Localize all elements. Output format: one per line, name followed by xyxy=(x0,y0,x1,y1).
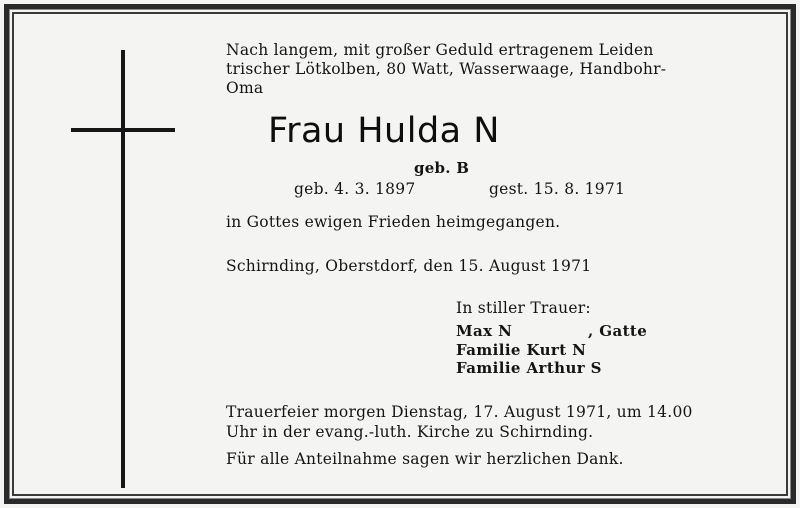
place-and-date: Schirnding, Oberstdorf, den 15. August 1971 xyxy=(226,257,592,275)
funeral-line-1: Trauerfeier morgen Dienstag, 17. August 1971, um 14.00 xyxy=(226,403,693,421)
thanks-line: Für alle Anteilnahme sagen wir herzlichen Dank. xyxy=(226,450,624,468)
intro-line-3: Oma xyxy=(226,79,264,97)
funeral-line-2: Uhr in der evang.-luth. Kirche zu Schirnding. xyxy=(226,423,594,441)
birth-date: geb. 4. 3. 1897 xyxy=(294,180,416,198)
passed-away-line: in Gottes ewigen Frieden heimgegangen. xyxy=(226,213,561,231)
mourner-max-role: , Gatte xyxy=(588,322,648,340)
death-date: gest. 15. 8. 1971 xyxy=(489,180,626,198)
cross-icon-vertical xyxy=(121,50,125,488)
intro-line-2: trischer Lötkolben, 80 Watt, Wasserwaage, Handbohr- xyxy=(226,60,667,78)
maiden-name: geb. B xyxy=(414,159,470,177)
intro-line-1: Nach langem, mit großer Geduld ertragenem Leiden xyxy=(226,41,654,59)
mourner-family-arthur: Familie Arthur S xyxy=(456,359,602,377)
cross-icon-horizontal xyxy=(71,128,175,132)
mourner-family-kurt: Familie Kurt N xyxy=(456,341,587,359)
mourner-max: Max N xyxy=(456,322,513,340)
mourning-heading: In stiller Trauer: xyxy=(456,299,591,317)
deceased-name: Frau Hulda N xyxy=(268,111,500,151)
